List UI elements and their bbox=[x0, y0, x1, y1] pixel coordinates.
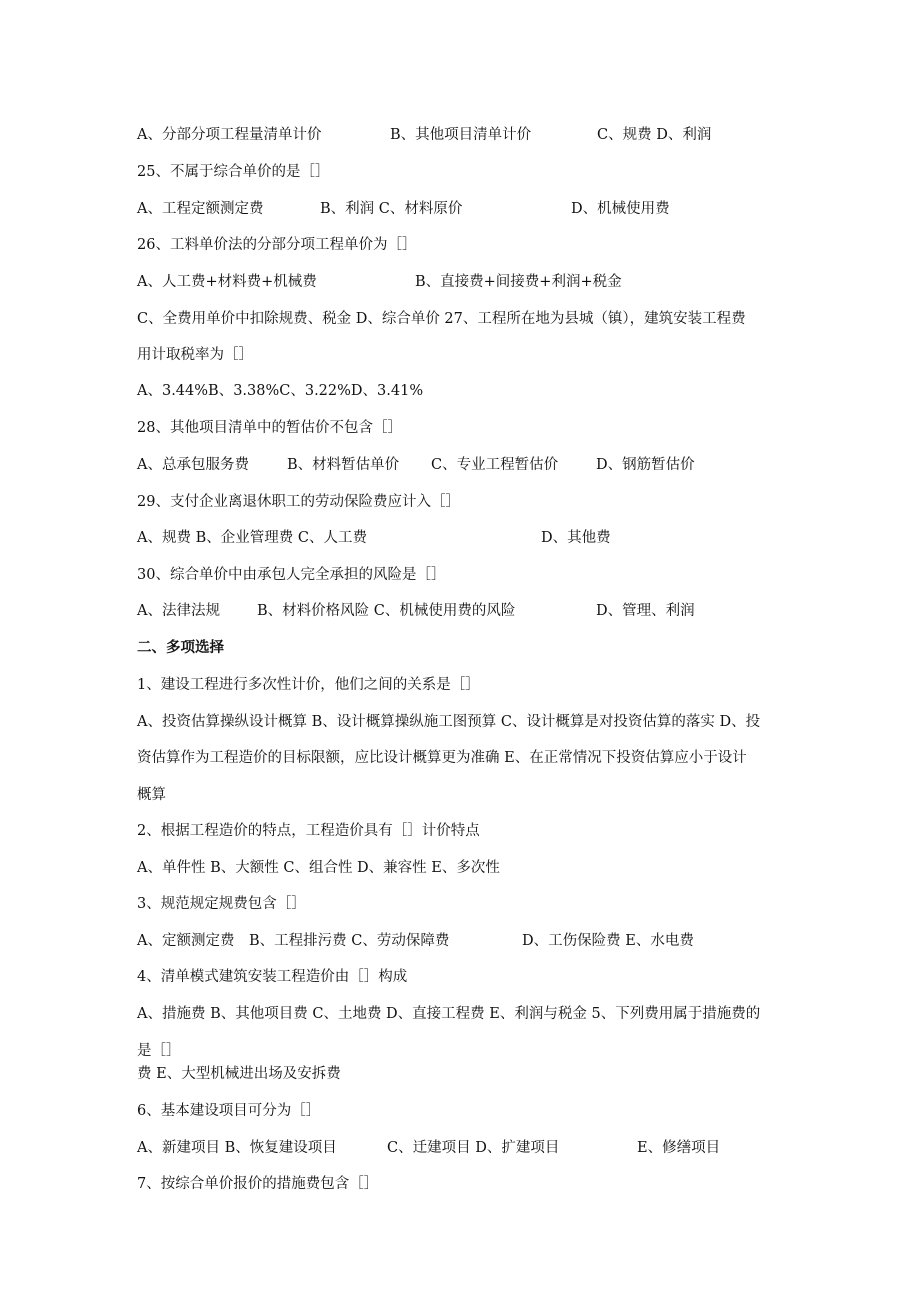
option-a: A、法律法规 bbox=[137, 603, 220, 619]
multi-question-1-stem: 1、建设工程进行多次性计价，他们之间的关系是［］ bbox=[137, 677, 480, 693]
option-d: D、机械使用费 bbox=[571, 201, 670, 217]
question-30-stem: 30、综合单价中由承包人完全承担的风险是［］ bbox=[137, 567, 446, 583]
option-a: A、人工费+材料费+机械费 bbox=[137, 274, 317, 290]
option-a: A、分部分项工程量清单计价 bbox=[137, 127, 322, 143]
multi-question-5-stem: 是［］ bbox=[137, 1043, 181, 1059]
section-title: 二、多项选择 bbox=[137, 639, 224, 656]
option-cd: C、迁建项目 D、扩建项目 bbox=[387, 1140, 560, 1156]
multi-question-1-options-line2: 资估算作为工程造价的目标限额，应比设计概算更为准确 E、在正常情况下投资估算应小于设计 bbox=[137, 750, 747, 766]
question-26-27-line: C、全费用单价中扣除规费、税金 D、综合单价 27、工程所在地为县城（镇），建筑安装工程费 bbox=[137, 311, 746, 327]
question-26-stem: 26、工料单价法的分部分项工程单价为［］ bbox=[137, 237, 417, 253]
option-c: C、专业工程暂估价 bbox=[431, 457, 559, 473]
multi-question-2-stem: 2、根据工程造价的特点，工程造价具有［］计价特点 bbox=[137, 823, 480, 839]
question-29-stem: 29、支付企业离退休职工的劳动保险费应计入［］ bbox=[137, 494, 460, 510]
option-ab: A、新建项目 B、恢复建设项目 bbox=[137, 1140, 337, 1156]
option-abc: A、定额测定费 B、工程排污费 C、劳动保障费 bbox=[137, 933, 450, 949]
multi-question-1-options-line3: 概算 bbox=[137, 787, 166, 803]
option-cd: C、规费 D、利润 bbox=[597, 127, 712, 143]
option-d: D、管理、利润 bbox=[596, 603, 695, 619]
option-a: A、总承包服务费 bbox=[137, 457, 249, 473]
option-b: B、直接费+间接费+利润+税金 bbox=[415, 274, 622, 290]
option-abc: A、规费 B、企业管理费 C、人工费 bbox=[137, 530, 367, 546]
multi-question-3-stem: 3、规范规定规费包含［］ bbox=[137, 896, 306, 912]
option-bc: B、材料价格风险 C、机械使用费的风险 bbox=[257, 603, 516, 619]
option-b: B、材料暂估单价 bbox=[287, 457, 400, 473]
question-27-options: A、3.44%B、3.38%C、3.22%D、3.41% bbox=[137, 383, 424, 399]
option-d: D、其他费 bbox=[541, 530, 611, 546]
question-25-stem: 25、不属于综合单价的是［］ bbox=[137, 164, 330, 180]
option-d: D、钢筋暂估价 bbox=[596, 457, 695, 473]
option-b: B、其他项目清单计价 bbox=[390, 127, 532, 143]
option-bc: B、利润 C、材料原价 bbox=[320, 201, 463, 217]
multi-question-5-options-fragment: 费 E、大型机械进出场及安拆费 bbox=[137, 1066, 341, 1082]
multi-question-6-stem: 6、基本建设项目可分为［］ bbox=[137, 1103, 321, 1119]
multi-question-4-stem: 4、清单模式建筑安装工程造价由［］构成 bbox=[137, 969, 408, 985]
question-27-stem: 用计取税率为［］ bbox=[137, 347, 253, 363]
multi-question-4-options: A、措施费 B、其他项目费 C、土地费 D、直接工程费 E、利润与税金 5、下列费用属于措施费的 bbox=[137, 1006, 761, 1022]
multi-question-1-options-line1: A、投资估算操纵设计概算 B、设计概算操纵施工图预算 C、设计概算是对投资估算的落实 D、投 bbox=[137, 714, 761, 730]
multi-question-2-options: A、单件性 B、大额性 C、组合性 D、兼容性 E、多次性 bbox=[137, 860, 500, 876]
option-e: E、修缮项目 bbox=[637, 1140, 721, 1156]
multi-question-7-stem: 7、按综合单价报价的措施费包含［］ bbox=[137, 1176, 379, 1192]
option-de: D、工伤保险费 E、水电费 bbox=[522, 933, 694, 949]
option-a: A、工程定额测定费 bbox=[137, 201, 264, 217]
question-28-stem: 28、其他项目清单中的暂估价不包含［］ bbox=[137, 420, 402, 436]
